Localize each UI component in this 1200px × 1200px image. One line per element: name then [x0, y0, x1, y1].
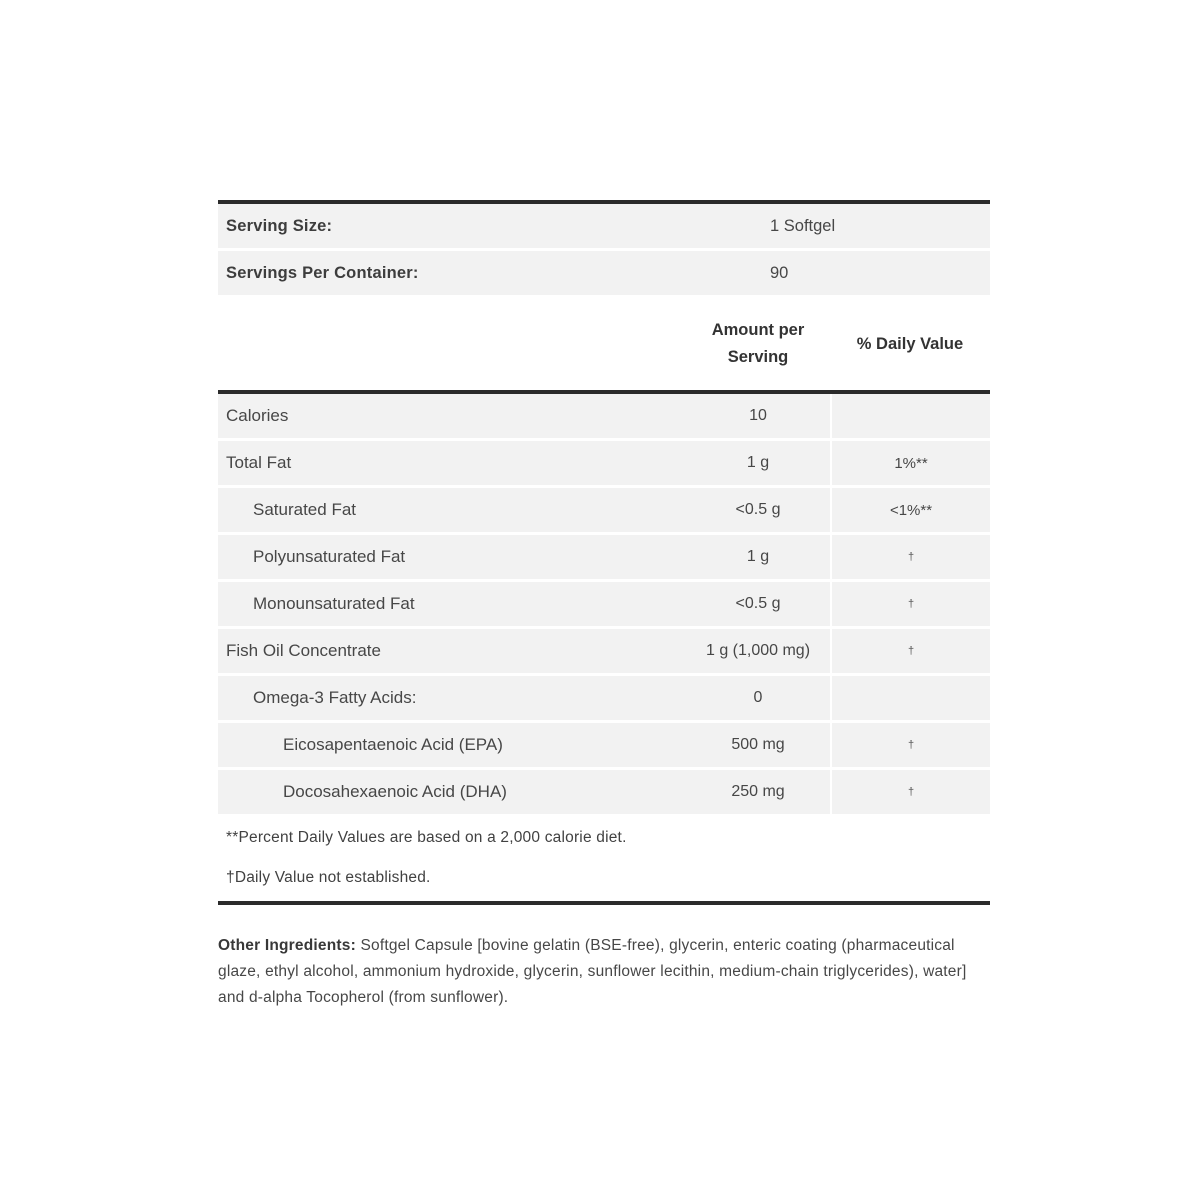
nutrient-amount: 1 g	[746, 454, 770, 471]
serving-info-value: 1 Softgel	[770, 216, 836, 235]
serving-info-label: Servings Per Container:	[226, 263, 419, 282]
nutrient-label: Fish Oil Concentrate	[226, 641, 381, 660]
nutrient-daily-value	[830, 394, 990, 438]
nutrient-daily-value: 1%**	[830, 441, 990, 485]
nutrient-daily-value: †	[830, 770, 990, 814]
serving-info-row	[218, 251, 990, 295]
nutrient-row	[218, 723, 990, 767]
nutrient-label: Docosahexaenoic Acid (DHA)	[283, 782, 507, 801]
amount-header-line1: Amount per	[711, 321, 805, 339]
nutrient-label: Total Fat	[226, 453, 292, 472]
serving-info-row	[218, 204, 990, 248]
serving-info-value: 90	[770, 263, 789, 282]
nutrient-amount: <0.5 g	[735, 595, 781, 612]
nutrient-row	[218, 441, 990, 485]
nutrient-label: Omega-3 Fatty Acids:	[253, 688, 417, 707]
nutrient-row	[218, 676, 990, 720]
other-ingredients-label: Other Ingredients:	[218, 937, 356, 954]
serving-info-section	[218, 204, 990, 295]
nutrient-amount: 250 mg	[731, 783, 785, 800]
nutrient-label: Saturated Fat	[253, 500, 357, 519]
nutrient-amount: 1 g (1,000 mg)	[705, 642, 811, 659]
nutrient-daily-value	[830, 676, 990, 720]
nutrient-row	[218, 394, 990, 438]
bottom-rule	[218, 901, 990, 905]
footnote-daily-value-not-established: †Daily Value not established.	[226, 869, 431, 886]
footnote-percent-daily-value: **Percent Daily Values are based on a 2,000 calorie diet.	[226, 829, 627, 846]
nutrient-daily-value: †	[830, 629, 990, 673]
nutrient-label: Calories	[226, 406, 289, 425]
nutrient-amount: 500 mg	[731, 736, 785, 753]
nutrient-label: Eicosapentaenoic Acid (EPA)	[283, 735, 503, 754]
nutrient-label: Polyunsaturated Fat	[253, 547, 406, 566]
amount-header-line2: Serving	[727, 348, 789, 366]
nutrient-row	[218, 582, 990, 626]
amount-per-serving-header	[686, 317, 830, 371]
nutrient-label: Monounsaturated Fat	[253, 594, 415, 613]
serving-info-label: Serving Size:	[226, 216, 333, 235]
supplement-facts-table	[218, 200, 990, 1011]
nutrient-amount: 0	[753, 689, 763, 706]
other-ingredients-paragraph	[218, 933, 990, 1011]
nutrient-daily-value: †	[830, 723, 990, 767]
nutrient-amount: <0.5 g	[735, 501, 781, 518]
nutrient-daily-value: †	[830, 582, 990, 626]
other-ingredients-text: Softgel Capsule [bovine gelatin (BSE-free), glycerin, enteric coating (pharmaceutical glaze, ethyl alcohol, ammonium hydroxide, glycerin, sunflower lecithin, medium-chain triglycerides), water] and d-alpha Tocopherol (from sunflower).	[218, 937, 967, 1006]
nutrient-amount: 10	[749, 407, 767, 424]
nutrient-row	[218, 535, 990, 579]
nutrient-amount: 1 g	[746, 548, 770, 565]
nutrient-daily-value: <1%**	[830, 488, 990, 532]
nutrient-rows-section	[218, 394, 990, 814]
nutrient-daily-value: †	[830, 535, 990, 579]
nutrient-row	[218, 629, 990, 673]
nutrient-row	[218, 770, 990, 814]
column-header-row	[218, 298, 990, 390]
nutrient-row	[218, 488, 990, 532]
daily-value-header: % Daily Value	[856, 334, 964, 353]
